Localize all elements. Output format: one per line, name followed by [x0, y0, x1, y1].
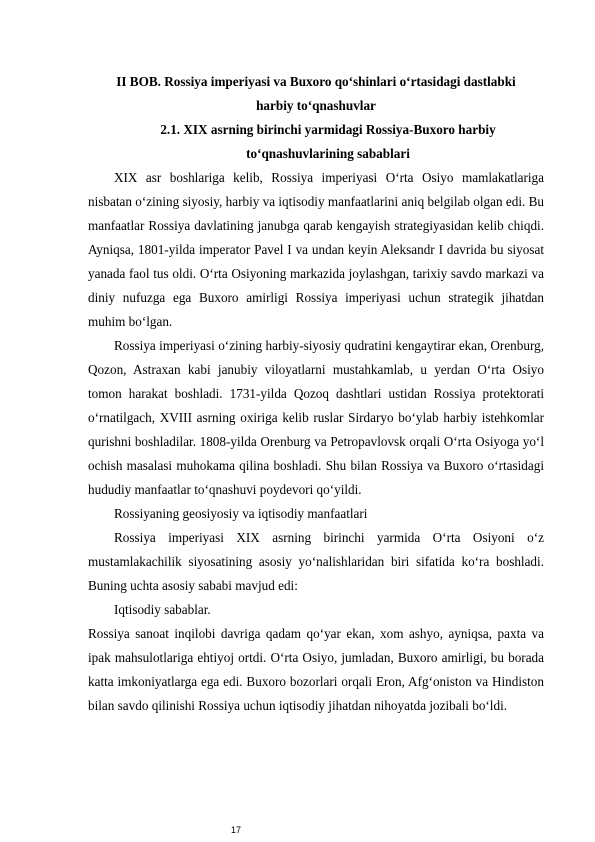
chapter-heading: II BOB. Rossiya imperiyasi va Buxoro qo‘shinlari o‘rtasidagi dastlabki harbiy to‘qnashuvlar: [116, 74, 516, 113]
page-number: 17: [231, 825, 242, 835]
paragraph-expansion: Rossiya imperiyasi o‘zining harbiy-siyosiy qudratini kengaytirar ekan, Orenburg, Qozon, Astraxan kabi janubiy viloyatlarni mustahkamlab, u yerdan O‘rta Osiyo tomon harakat boshladi. 1731-yilda Qozoq dashtlari ustidan Rossiya protektorati o‘rnatilgach, XVIII asrning oxiriga kelib ruslar Sirdaryo bo‘ylab harbiy istehkomlar qurishni boshladilar. 1808-yilda Orenburg va Petropavlovsk orqali O‘rta Osiyoga yo‘l ochish masalasi muhokama qilina boshladi. Shu bilan Rossiya va Buxoro o‘rtasidagi hududiy manfaatlar to‘qnashuvi poydevori qo‘yildi.: [88, 338, 544, 497]
subheading-interests: Rossiyaning geosiyosiy va iqtisodiy manfaatlari: [114, 506, 368, 521]
paragraph-reasons: Rossiya imperiyasi XIX asrning birinchi yarmida O‘rta Osiyoni o‘z mustamlakachilik siyosatining asosiy yo‘nalishlaridan biri sifatida ko‘ra boshladi. Buning uchta asosiy sababi mavjud edi:: [88, 530, 544, 593]
paragraph-economic: Rossiya sanoat inqilobi davriga qadam qo‘yar ekan, xom ashyo, ayniqsa, paxta va ipak mahsulotlariga ehtiyoj ortdi. O‘rta Osiyo, jumladan, Buxoro amirligi, bu borada katta imkoniyatlarga ega edi. Buxoro bozorlari orqali Eron, Afg‘oniston va Hindiston bilan savdo qilinishi Rossiya uchun iqtisodiy jihatdan nihoyatda jozibali bo‘ldi.: [88, 626, 544, 713]
subheading-economic: Iqtisodiy sabablar.: [114, 602, 211, 617]
text-column: [88, 70, 544, 718]
section-heading: 2.1. XIX asrning birinchi yarmidagi Rossiya-Buxoro harbiy to‘qnashuvlarining sabablari: [160, 122, 496, 161]
paragraph-intro: XIX asr boshlariga kelib, Rossiya imperiyasi O‘rta Osiyo mamlakatlariga nisbatan o‘zining siyosiy, harbiy va iqtisodiy manfaatlarini aniq belgilab olgan edi. Bu manfaatlar Rossiya davlatining janubga qarab kengayish strategiyasidan kelib chiqdi. Ayniqsa, 1801-yilda imperator Pavel I va undan keyin Aleksandr I davrida bu siyosat yanada faol tus oldi. O‘rta Osiyoning markazida joylashgan, tarixiy savdo markazi va diniy nufuzga ega Buxoro amirligi Rossiya imperiyasi uchun strategik jihatdan muhim bo‘lgan.: [88, 170, 544, 329]
